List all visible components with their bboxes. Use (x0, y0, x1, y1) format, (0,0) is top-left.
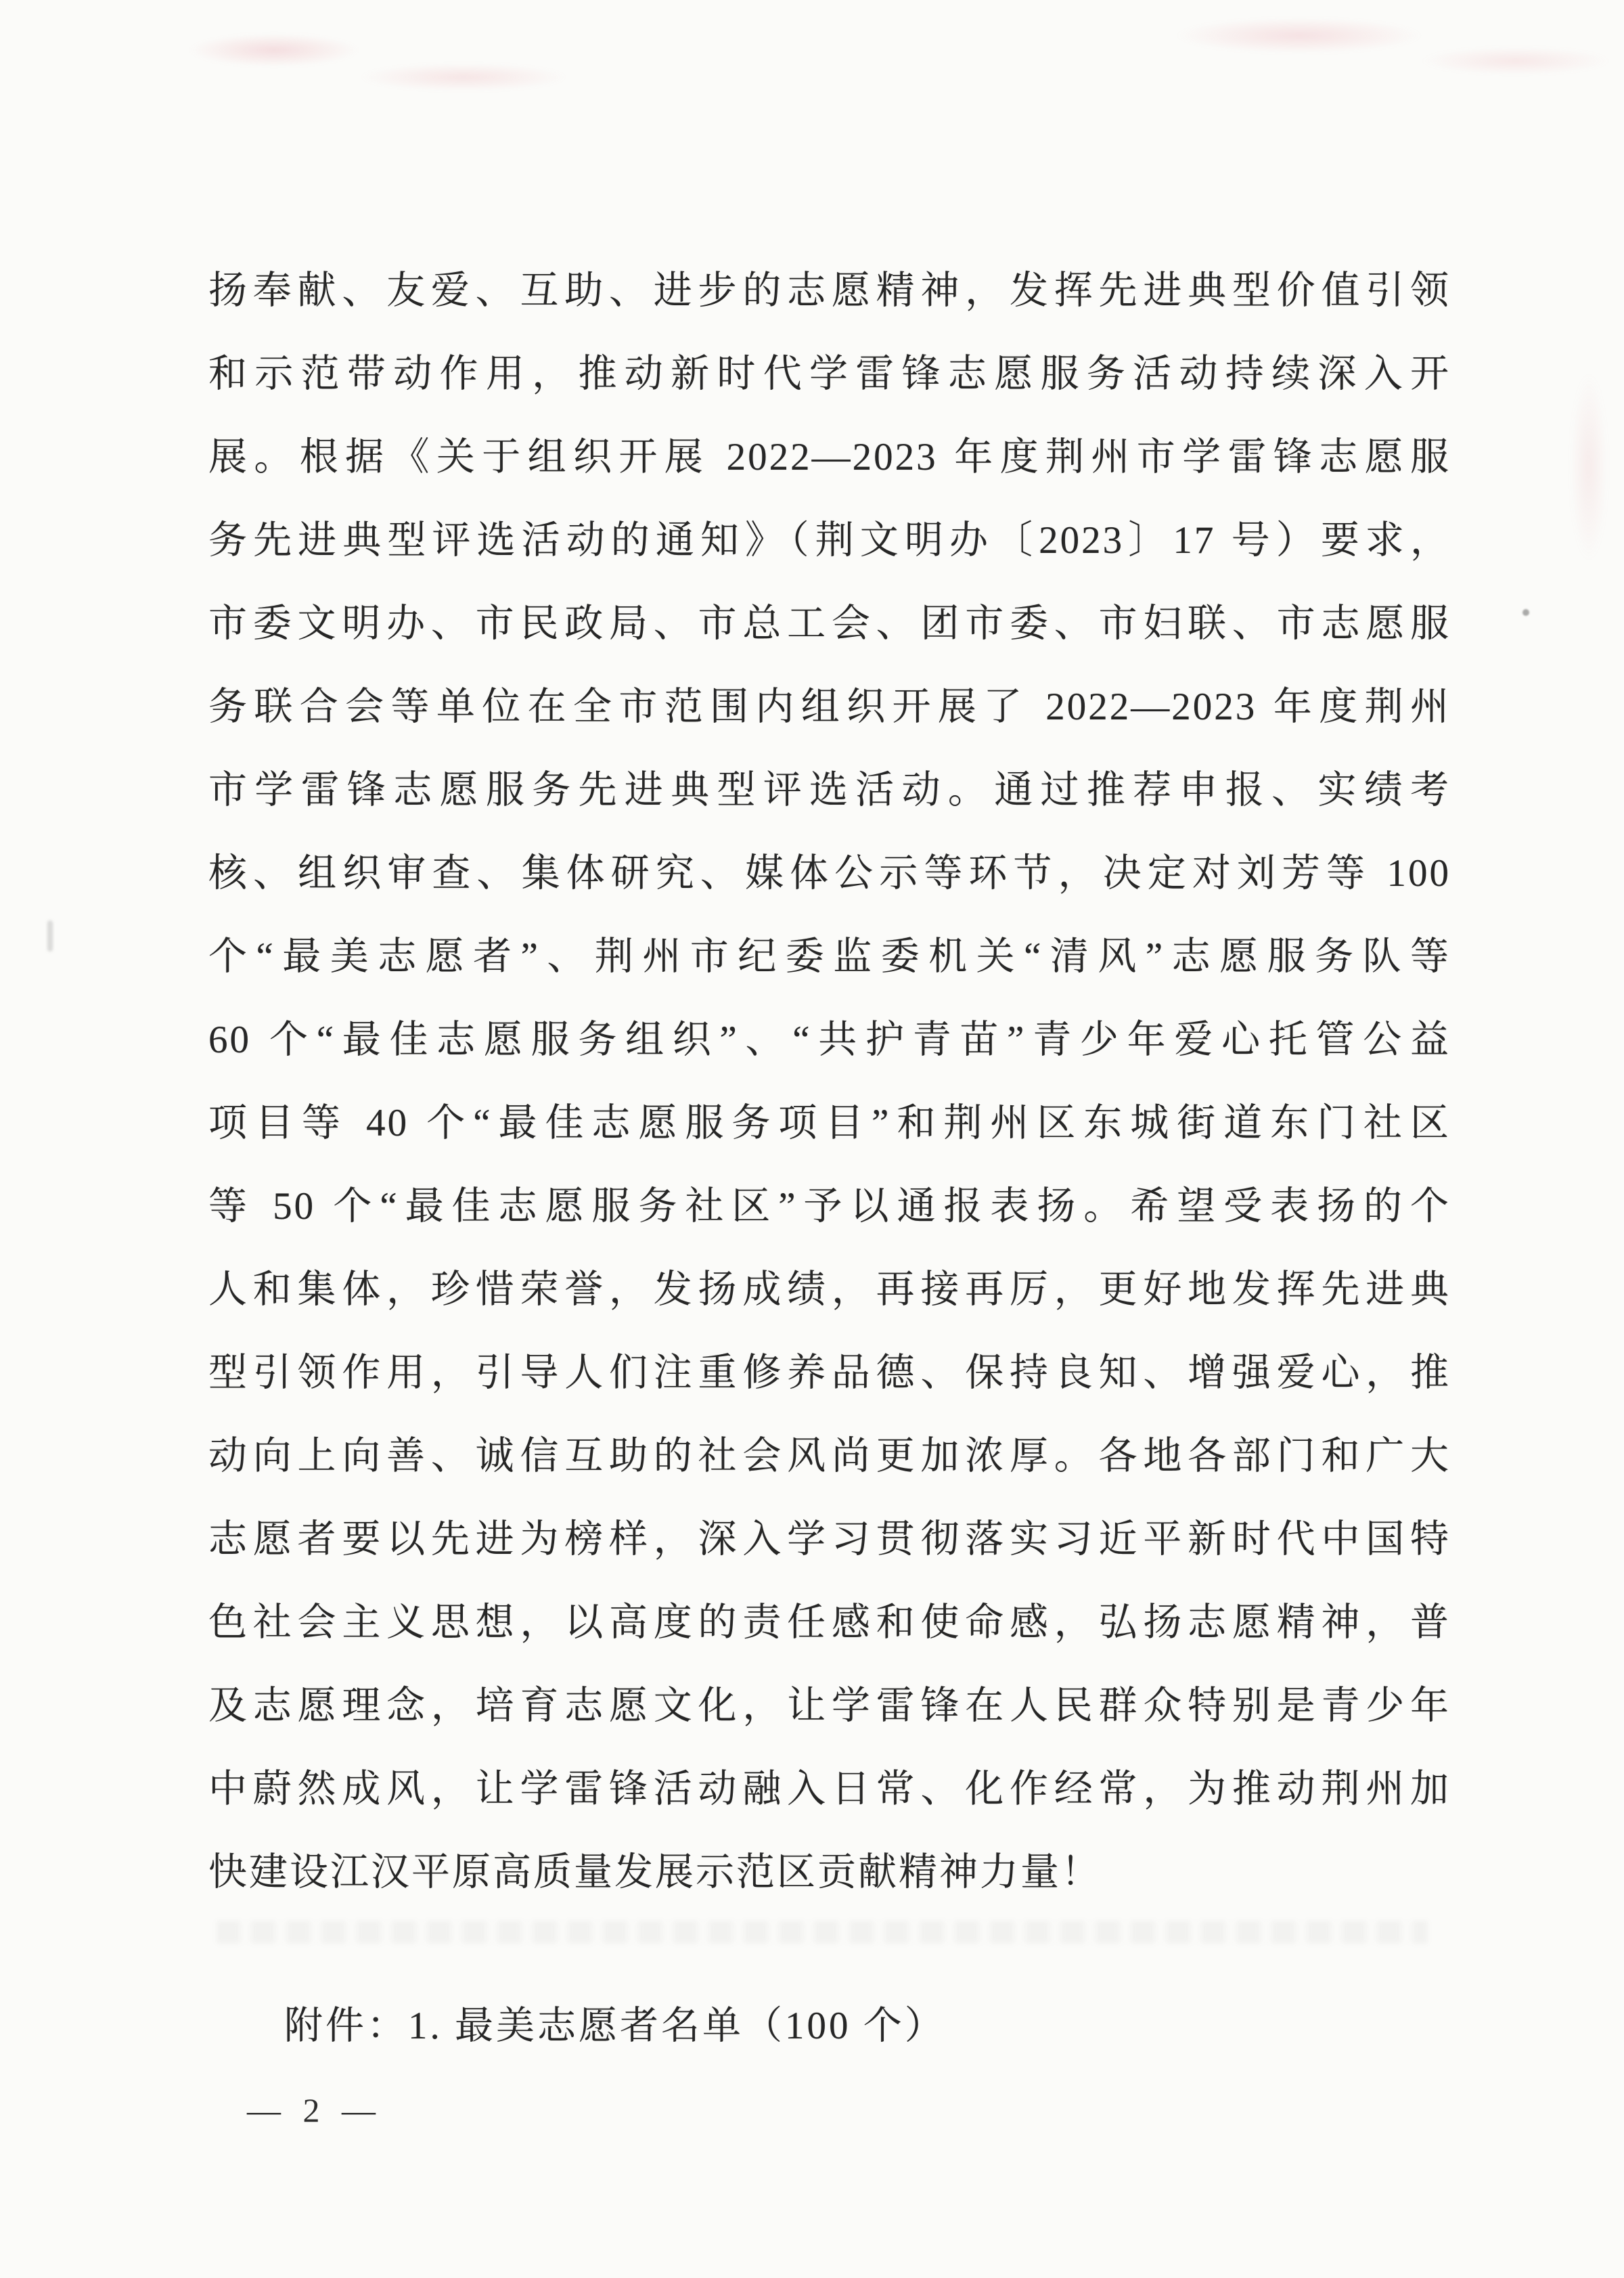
scan-smudge-top-right (1083, 0, 1624, 102)
body-text-line: 核、组织审查、集体研究、媒体公示等环节，决定对刘芳等 100 (208, 852, 1451, 895)
body-text-line: 动向上向善、诚信互助的社会风尚更加浓厚。各地各部门和广大 (208, 1435, 1451, 1477)
body-text-line: 人和集体，珍惜荣誉，发扬成绩，再接再厉，更好地发挥先进典 (208, 1268, 1451, 1311)
scan-edge-mark (47, 920, 53, 952)
body-text-line: 中蔚然成风，让学雷锋活动融入日常、化作经常，为推动荆州加 (208, 1768, 1451, 1810)
scan-ink-dot (1522, 609, 1529, 616)
body-text-line: 扬奉献、友爱、互助、进步的志愿精神，发挥先进典型价值引领 (208, 269, 1451, 312)
body-text-line: 务先进典型评选活动的通知》（荆文明办〔2023〕17 号）要求， (208, 519, 1451, 562)
body-text-line: 快建设江汉平原高质量发展示范区贡献精神力量！ (208, 1851, 1102, 1894)
body-text-line: 项目等 40 个“最佳志愿服务项目”和荆州区东城街道东门社区 (208, 1102, 1451, 1144)
scan-smudge-right-edge (1536, 291, 1624, 643)
body-text-line: 色社会主义思想，以高度的责任感和使命感，弘扬志愿精神，普 (208, 1601, 1451, 1644)
page-number: — 2 — (247, 2091, 382, 2129)
body-text-line: 型引领作用，引导人们注重修养品德、保持良知、增强爱心，推 (208, 1352, 1451, 1394)
body-text-line: 市学雷锋志愿服务先进典型评选活动。通过推荐申报、实绩考 (208, 769, 1451, 811)
body-text-line: 个“最美志愿者”、荆州市纪委监委机关“清风”志愿服务队等 (208, 935, 1451, 978)
body-text-line: 等 50 个“最佳志愿服务社区”予以通报表扬。希望受表扬的个 (208, 1185, 1451, 1228)
body-text-line: 志愿者要以先进为榜样，深入学习贯彻落实习近平新时代中国特 (208, 1518, 1451, 1561)
body-text-line: 务联合会等单位在全市范围内组织开展了 2022—2023 年度荆州 (208, 686, 1451, 728)
body-text-line: 和示范带动作用，推动新时代学雷锋志愿服务活动持续深入开 (208, 353, 1451, 395)
attachment-line: 附件：1. 最美志愿者名单（100 个） (284, 2005, 946, 2047)
body-text-line: 展。根据《关于组织开展 2022—2023 年度荆州市学雷锋志愿服 (208, 436, 1451, 478)
body-text-line: 60 个“最佳志愿服务组织”、“共护青苗”青少年爱心托管公益 (208, 1019, 1451, 1061)
body-text-line: 市委文明办、市民政局、市总工会、团市委、市妇联、市志愿服 (208, 602, 1451, 645)
document-body (208, 249, 1451, 2152)
body-text-line: 及志愿理念，培育志愿文化，让学雷锋在人民群众特别是青少年 (208, 1684, 1451, 1727)
scan-smudge-top-left (156, 7, 629, 115)
